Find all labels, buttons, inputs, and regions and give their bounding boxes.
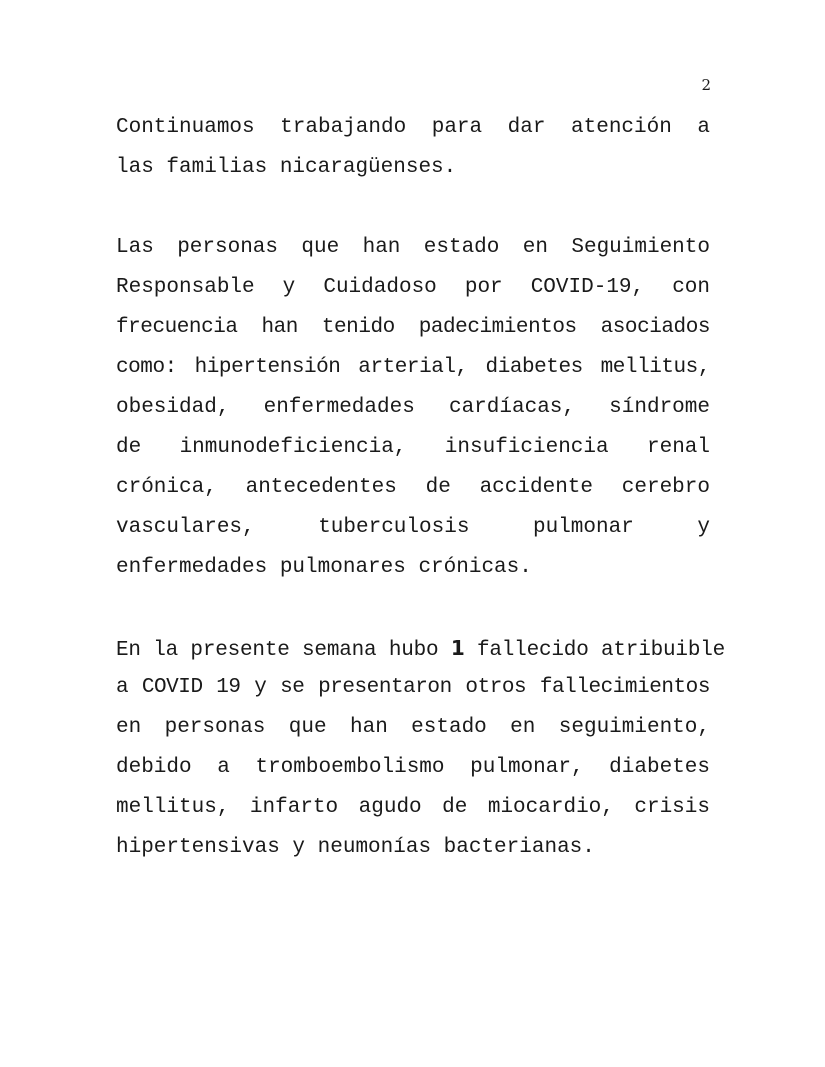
paragraph-intro — [116, 108, 710, 188]
text-segment: En la presente semana hubo — [116, 639, 451, 662]
text-line: crónica, antecedentes de accidente cerebro — [116, 476, 710, 499]
text-line: vasculares, tuberculosis pulmonar y — [116, 516, 710, 539]
text-line: frecuencia han tenido padecimientos asociados — [116, 316, 710, 339]
text-line: las familias nicaragüenses. — [116, 156, 457, 179]
text-segment: fallecido atribuible — [464, 639, 726, 662]
text-line: hipertensivas y neumonías bacterianas. — [116, 836, 595, 859]
paragraph-comorbidities — [116, 228, 710, 588]
paragraph-deaths — [116, 628, 726, 868]
deaths-count: 1 — [450, 636, 465, 660]
text-line: de inmunodeficiencia, insuficiencia renal — [116, 436, 710, 459]
text-line: Continuamos trabajando para dar atención a — [116, 116, 710, 139]
text-line: a COVID 19 y se presentaron otros fallecimientos — [116, 676, 710, 699]
text-line: debido a tromboembolismo pulmonar, diabetes — [116, 756, 710, 779]
text-line: enfermedades pulmonares crónicas. — [116, 556, 532, 579]
page-number: 2 — [701, 76, 711, 94]
document-body — [116, 108, 726, 908]
text-line: mellitus, infarto agudo de miocardio, crisis — [116, 796, 710, 819]
text-line: como: hipertensión arterial, diabetes mellitus, — [116, 356, 710, 379]
text-line: Responsable y Cuidadoso por COVID-19, con — [116, 276, 710, 299]
text-line — [116, 628, 726, 668]
text-line: Las personas que han estado en Seguimiento — [116, 236, 710, 259]
text-line: en personas que han estado en seguimiento, — [116, 716, 710, 739]
text-line: obesidad, enfermedades cardíacas, síndrome — [116, 396, 710, 419]
